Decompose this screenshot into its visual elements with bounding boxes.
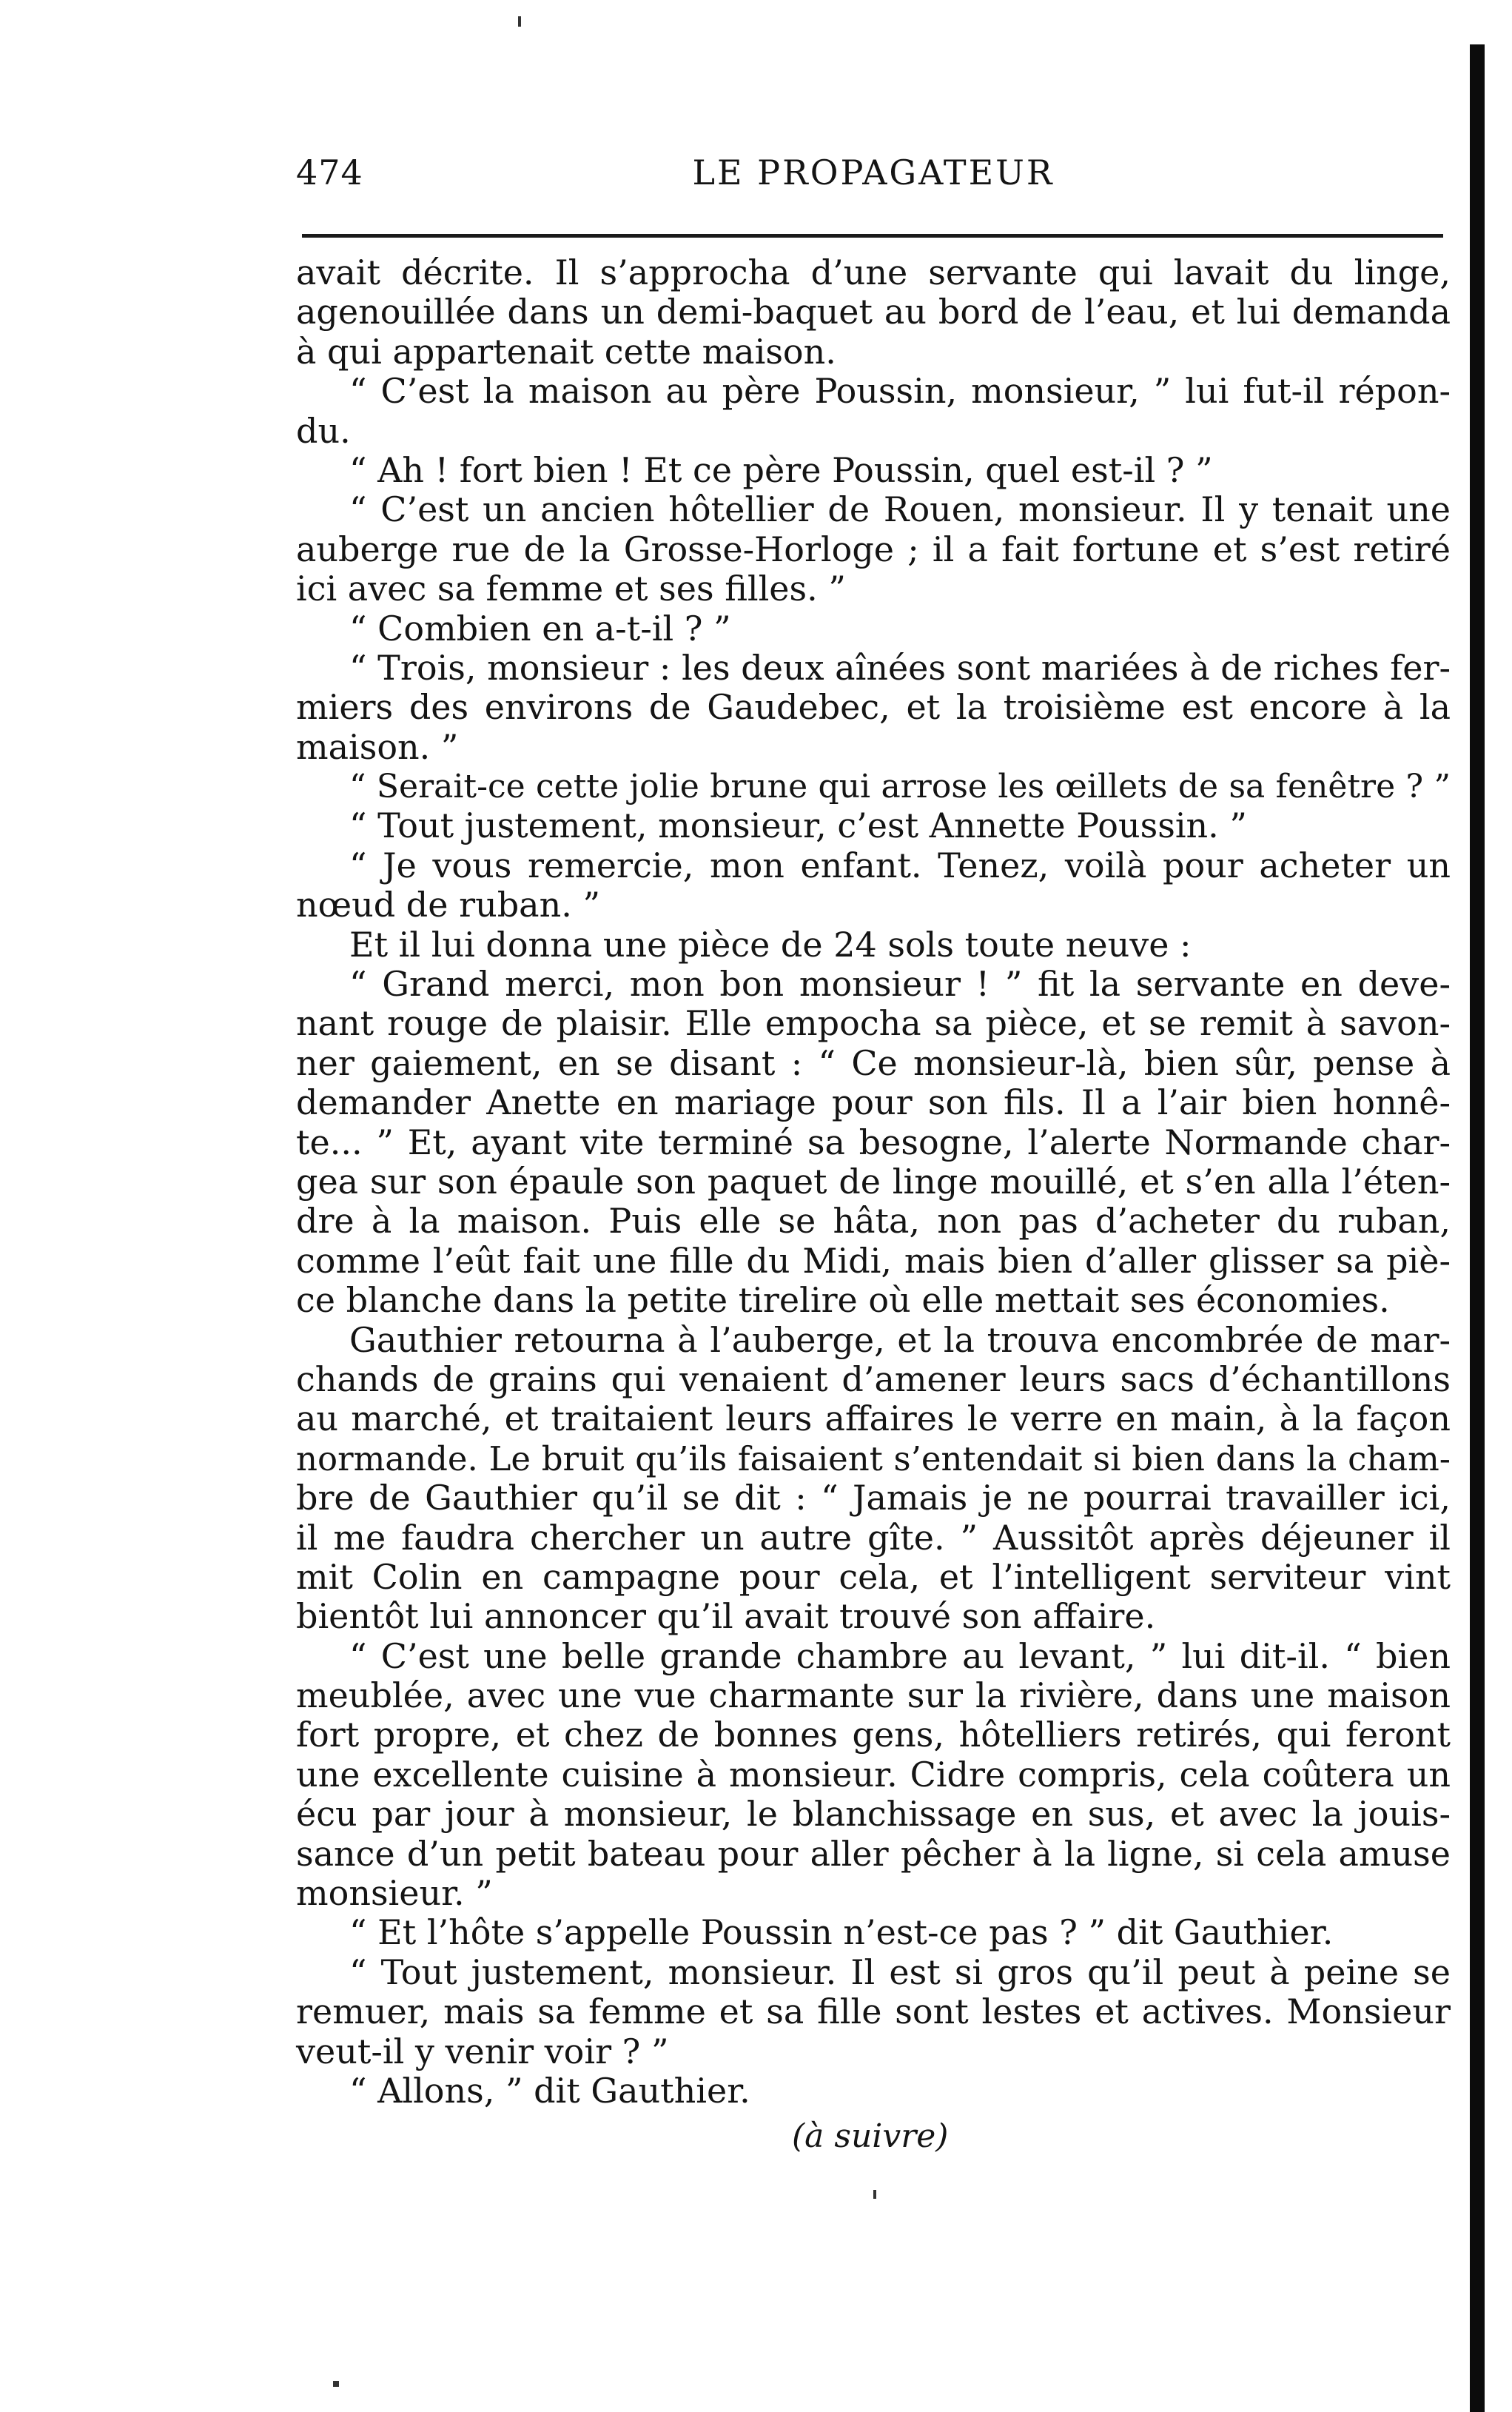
- text-line: ici avec sa femme et ses filles. ”: [296, 569, 846, 609]
- text-line: “ Ah ! fort bien ! Et ce père Poussin, quel est-il ? ”: [349, 449, 1213, 490]
- text-line: remuer, mais sa femme et sa fille sont lestes et actives. Monsieur: [296, 1991, 1451, 2032]
- page-number: 474: [296, 153, 363, 192]
- text-line: maison. ”: [296, 726, 459, 767]
- text-line: monsieur. ”: [296, 1873, 493, 1914]
- text-line: “ C’est la maison au père Poussin, monsieur, ” lui fut-il répon-: [349, 371, 1451, 412]
- ink-speck: [333, 2381, 339, 2387]
- text-line: du.: [296, 410, 351, 451]
- text-line: fort propre, et chez de bonnes gens, hôtelliers retirés, qui feront: [296, 1715, 1451, 1755]
- text-line: normande. Le bruit qu’ils faisaient s’entendait si bien dans la cham-: [296, 1438, 1451, 1478]
- text-line: bre de Gauthier qu’il se dit : “ Jamais je ne pourrai travailler ici,: [296, 1478, 1451, 1518]
- text-line: “ Trois, monsieur : les deux aînées sont mariées à de riches fer-: [349, 647, 1451, 688]
- text-line: “ Tout justement, monsieur, c’est Annette Poussin. ”: [349, 805, 1247, 846]
- text-line: “ Grand merci, mon bon monsieur ! ” fit la servante en deve-: [349, 964, 1451, 1005]
- text-line: demander Anette en mariage pour son fils. Il a l’air bien honnê-: [296, 1082, 1451, 1123]
- text-line: ner gaiement, en se disant : “ Ce monsieur-là, bien sûr, pense à: [296, 1042, 1451, 1083]
- text-line: dre à la maison. Puis elle se hâta, non pas d’acheter du ruban,: [296, 1201, 1451, 1242]
- text-line: écu par jour à monsieur, le blanchissage en sus, et avec la jouis-: [296, 1794, 1451, 1835]
- header-rule: [302, 234, 1443, 238]
- continuation-note: (à suivre): [792, 2117, 949, 2155]
- text-line: nœud de ruban. ”: [296, 885, 600, 925]
- ink-speck: [518, 16, 521, 27]
- text-line: Et il lui donna une pièce de 24 sols toute neuve :: [349, 924, 1192, 965]
- text-line: “ C’est un ancien hôtellier de Rouen, monsieur. Il y tenait une: [349, 489, 1451, 530]
- text-line: miers des environs de Gaudebec, et la troisième est encore à la: [296, 687, 1451, 728]
- text-line: “ Combien en a-t-il ? ”: [349, 608, 731, 649]
- text-line: “ Tout justement, monsieur. Il est si gros qu’il peut à peine se: [349, 1952, 1451, 1992]
- text-line: “ Je vous remercie, mon enfant. Tenez, voilà pour acheter un: [349, 845, 1451, 885]
- text-line: “ Serait-ce cette jolie brune qui arrose les œillets de sa fenêtre ? ”: [349, 768, 1451, 806]
- text-line: il me faudra chercher un autre gîte. ” Aussitôt après déjeuner il: [296, 1517, 1451, 1558]
- text-line: ce blanche dans la petite tirelire où elle mettait ses économies.: [296, 1280, 1390, 1321]
- ink-speck: [873, 2190, 876, 2199]
- text-line: au marché, et traitaient leurs affaires le verre en main, à la façon: [296, 1398, 1451, 1439]
- text-line: Gauthier retourna à l’auberge, et la trouva encombrée de mar-: [349, 1319, 1451, 1360]
- body-text: [296, 253, 1451, 2111]
- text-line: “ C’est une belle grande chambre au levant, ” lui dit-il. “ bien: [349, 1635, 1451, 1676]
- page-edge-shadow: [1470, 44, 1485, 2412]
- text-line: auberge rue de la Grosse-Horloge ; il a fait fortune et s’est retiré: [296, 529, 1451, 569]
- text-line: “ Et l’hôte s’appelle Poussin n’est-ce pas ? ” dit Gauthier.: [349, 1912, 1334, 1953]
- text-line: sance d’un petit bateau pour aller pêcher à la ligne, si cela amuse: [296, 1833, 1451, 1874]
- text-line: agenouillée dans un demi-baquet au bord de l’eau, et lui demanda: [296, 292, 1451, 332]
- text-line: une excellente cuisine à monsieur. Cidre compris, cela coûtera un: [296, 1754, 1451, 1795]
- running-title: LE PROPAGATEUR: [692, 153, 1055, 192]
- text-line: nant rouge de plaisir. Elle empocha sa pièce, et se remit à savon-: [296, 1003, 1451, 1044]
- text-line: mit Colin en campagne pour cela, et l’intelligent serviteur vint: [296, 1556, 1451, 1597]
- text-line: à qui appartenait cette maison.: [296, 331, 836, 372]
- page-header: [296, 148, 1451, 207]
- text-line: meublée, avec une vue charmante sur la rivière, dans une maison: [296, 1675, 1451, 1716]
- text-line: avait décrite. Il s’approcha d’une servante qui lavait du linge,: [296, 252, 1451, 292]
- text-line: chands de grains qui venaient d’amener leurs sacs d’échantillons: [296, 1359, 1451, 1399]
- text-line: comme l’eût fait une fille du Midi, mais bien d’aller glisser sa piè-: [296, 1240, 1451, 1281]
- text-line: veut-il y venir voir ? ”: [296, 2031, 669, 2071]
- text-line: te... ” Et, ayant vite terminé sa besogne, l’alerte Normande char-: [296, 1122, 1451, 1162]
- text-line: bientôt lui annoncer qu’il avait trouvé son affaire.: [296, 1596, 1156, 1637]
- text-line: gea sur son épaule son paquet de linge mouillé, et s’en alla l’éten-: [296, 1161, 1451, 1202]
- text-line: “ Allons, ” dit Gauthier.: [349, 2070, 750, 2111]
